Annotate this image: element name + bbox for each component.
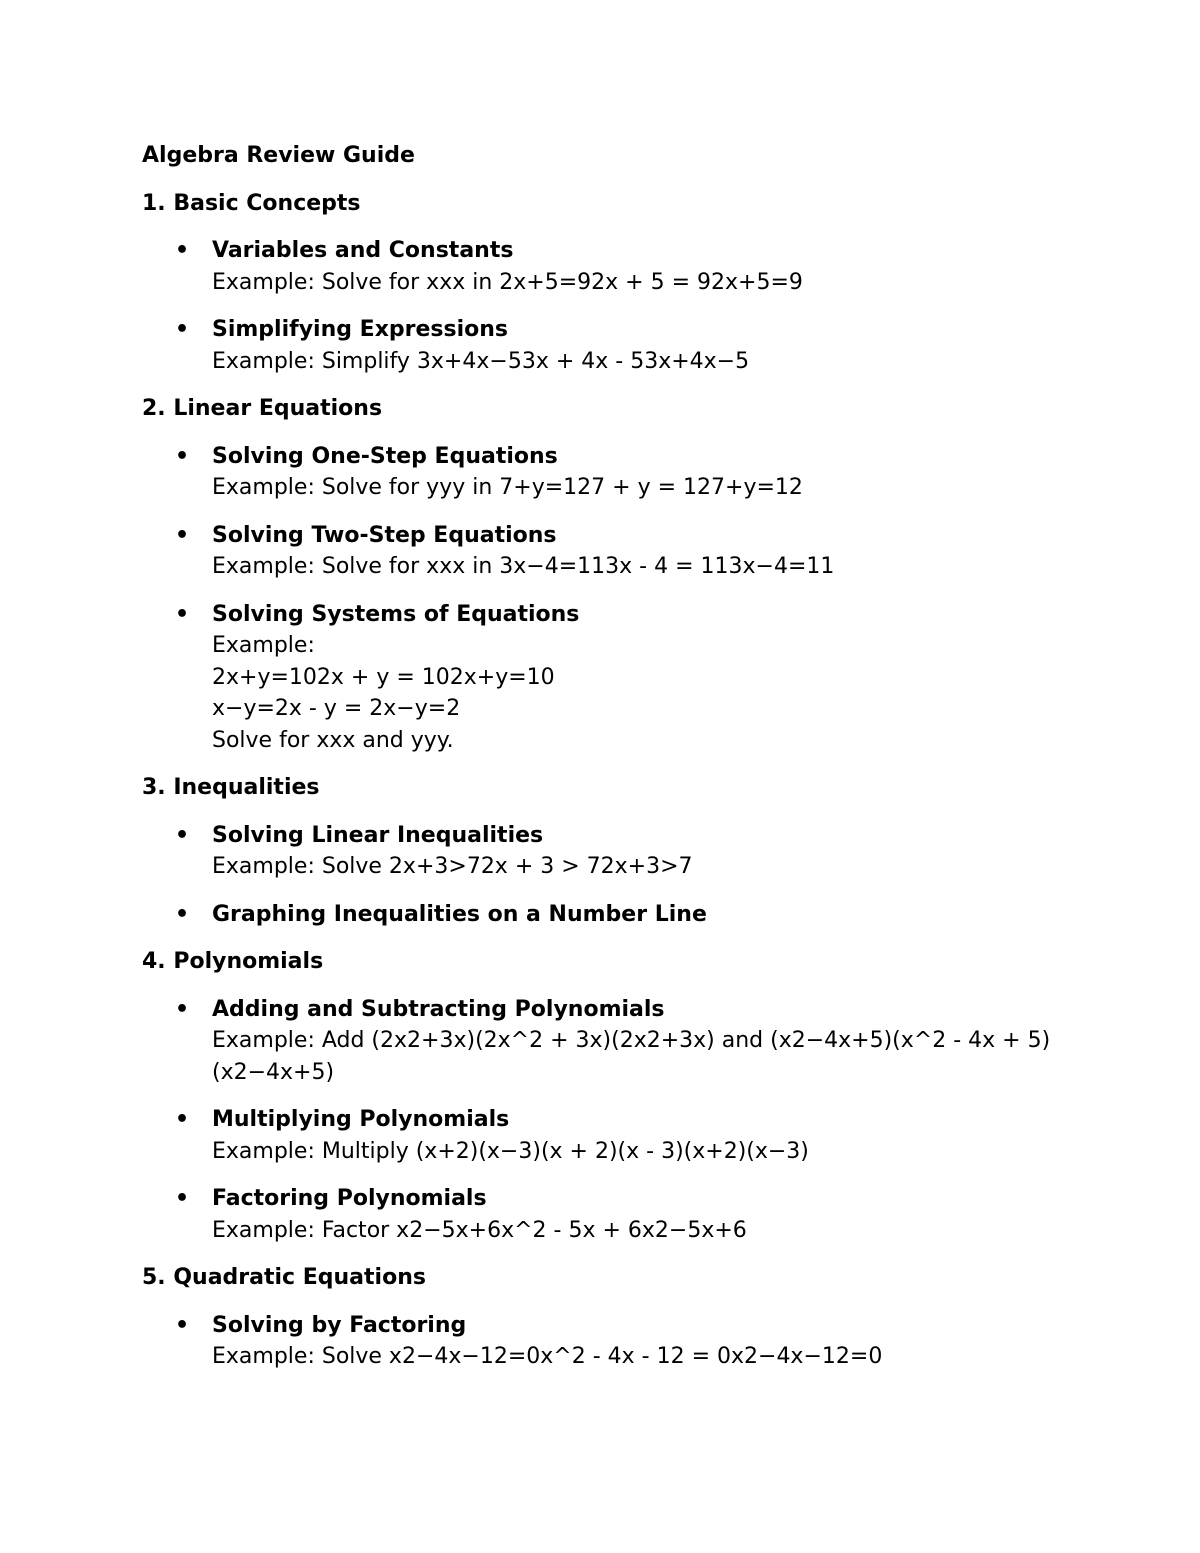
section-heading: 3. Inequalities: [142, 775, 320, 800]
section-5: [142, 1262, 1062, 1373]
list-item: [142, 441, 1062, 504]
section-heading: 4. Polynomials: [142, 949, 324, 974]
document-page: [142, 140, 1062, 1389]
item-title: Solving Linear Inequalities: [212, 822, 544, 848]
item-example-line: Example: Solve for xxx in 2x+5=92x + 5 = 92x+5=9: [212, 269, 803, 295]
item-title: Graphing Inequalities on a Number Line: [212, 901, 707, 927]
bullet-icon: •: [175, 901, 190, 927]
item-example-line: Example: Factor x2−5x+6x^2 - 5x + 6x2−5x+6: [212, 1217, 747, 1243]
item-example-line: Example: Solve x2−4x−12=0x^2 - 4x - 12 = 0x2−4x−12=0: [212, 1344, 883, 1369]
item-title: Solving One-Step Equations: [212, 443, 558, 469]
list-item: [142, 1183, 1062, 1246]
item-title: Variables and Constants: [212, 238, 514, 263]
list-item: [142, 1104, 1062, 1167]
item-example-line: 2x+y=102x + y = 102x+y=10: [212, 664, 555, 690]
list-item: [142, 994, 1062, 1089]
list-item: [142, 599, 1062, 757]
item-example-line: Example: Solve for yyy in 7+y=127 + y = 127+y=12: [212, 475, 803, 500]
item-example-line: x−y=2x - y = 2x−y=2: [212, 696, 461, 721]
list-item: [142, 1310, 1062, 1373]
section-1: [142, 188, 1062, 378]
bullet-icon: •: [175, 1107, 190, 1132]
bullet-icon: •: [175, 317, 190, 342]
item-example-line: Example: Multiply (x+2)(x−3)(x + 2)(x - 3)(x+2)(x−3): [212, 1138, 809, 1164]
item-title: Solving by Factoring: [212, 1312, 467, 1338]
item-example-line: Example: Simplify 3x+4x−53x + 4x - 53x+4x−5: [212, 348, 750, 374]
document-title: Algebra Review Guide: [142, 143, 415, 168]
document-body: [142, 188, 1062, 1373]
item-example-line: Example: Solve for xxx in 3x−4=113x - 4 = 113x−4=11: [212, 554, 835, 579]
list-item: [142, 899, 1062, 931]
list-item: [142, 235, 1062, 298]
list-item: [142, 520, 1062, 583]
item-title: Multiplying Polynomials: [212, 1107, 510, 1132]
bullet-icon: •: [175, 1186, 190, 1211]
section-4: [142, 946, 1062, 1246]
item-title: Solving Systems of Equations: [212, 601, 580, 627]
item-title: Adding and Subtracting Polynomials: [212, 996, 665, 1022]
bullet-icon: •: [175, 822, 190, 848]
bullet-icon: •: [175, 601, 190, 627]
bullet-icon: •: [175, 443, 190, 469]
item-example-line: Example: Add (2x2+3x)(2x^2 + 3x)(2x2+3x) and (x2−4x+5)(x^2 - 4x + 5)(x2−4x+5): [212, 1028, 1051, 1085]
bullet-icon: •: [175, 238, 190, 263]
bullet-icon: •: [175, 1312, 190, 1338]
section-heading: 1. Basic Concepts: [142, 190, 361, 216]
section-heading: 2. Linear Equations: [142, 396, 383, 421]
item-example-line: Example:: [212, 633, 315, 658]
section-2: [142, 393, 1062, 756]
item-example-line: Solve for xxx and yyy.: [212, 727, 454, 753]
item-title: Factoring Polynomials: [212, 1186, 487, 1211]
section-heading: 5. Quadratic Equations: [142, 1265, 426, 1290]
section-3: [142, 772, 1062, 930]
list-item: [142, 820, 1062, 883]
list-item: [142, 314, 1062, 377]
item-title: Solving Two-Step Equations: [212, 522, 557, 548]
bullet-icon: •: [175, 522, 190, 548]
item-title: Simplifying Expressions: [212, 317, 509, 342]
bullet-icon: •: [175, 996, 190, 1022]
item-example-line: Example: Solve 2x+3>72x + 3 > 72x+3>7: [212, 854, 693, 879]
